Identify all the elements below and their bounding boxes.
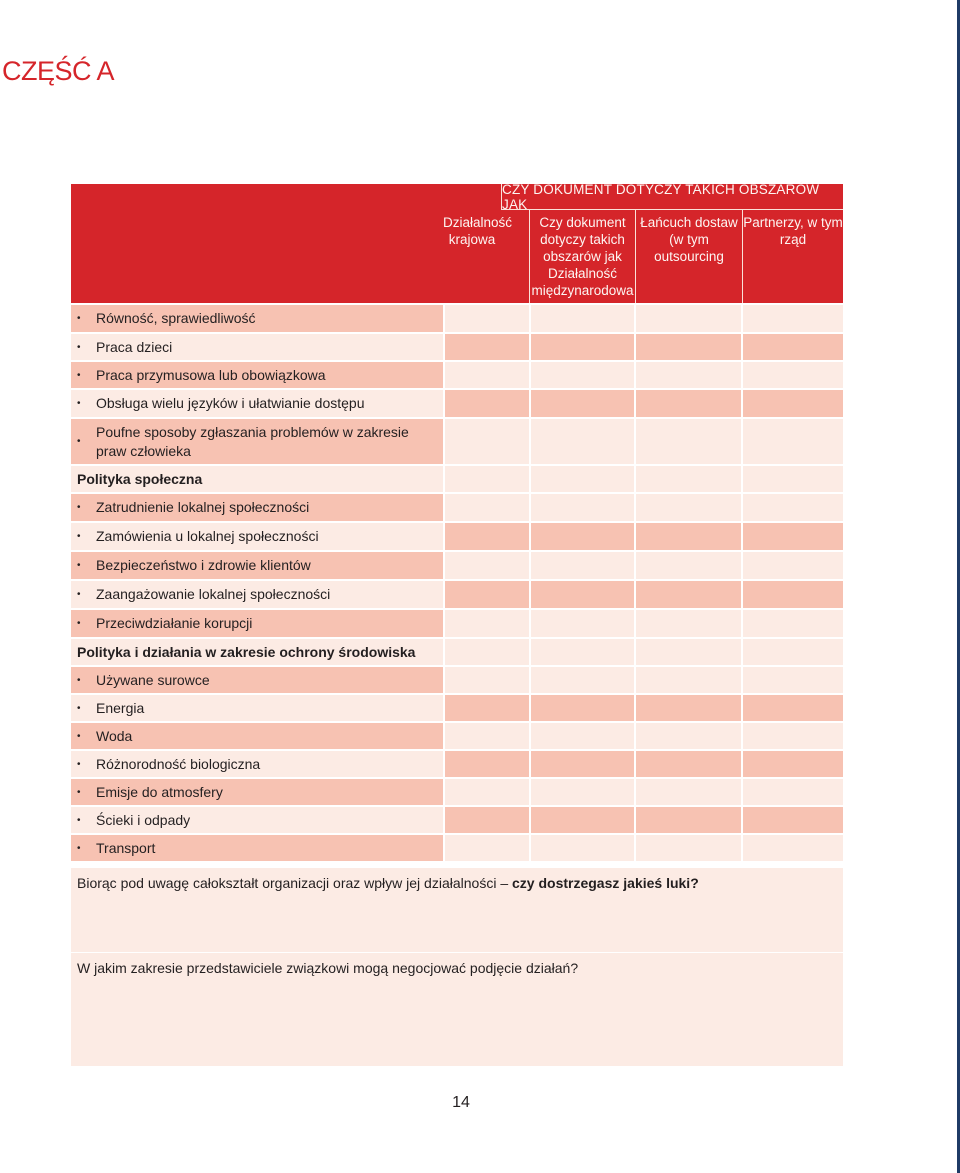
page-number: 14 bbox=[452, 1094, 470, 1111]
answer-cell-4[interactable] bbox=[741, 494, 843, 521]
answer-cell-1[interactable] bbox=[443, 835, 529, 861]
answer-cell-3[interactable] bbox=[634, 494, 741, 521]
row-label-text: Transport bbox=[96, 839, 156, 856]
answer-cell-1[interactable] bbox=[443, 390, 529, 417]
table-header bbox=[71, 181, 843, 303]
answer-cell-4[interactable] bbox=[741, 751, 843, 777]
row-label-text: Emisje do atmosfery bbox=[96, 783, 223, 800]
answer-cell-1[interactable] bbox=[443, 466, 529, 492]
table-row bbox=[71, 665, 843, 693]
answer-cell-4[interactable] bbox=[741, 695, 843, 721]
question-gaps-text: Biorąc pod uwagę całokształt organizacji oraz wpływ jej działalności – bbox=[77, 875, 512, 891]
bullet-icon: • bbox=[77, 589, 81, 600]
answer-cell-2[interactable] bbox=[529, 835, 634, 861]
row-label bbox=[71, 552, 443, 579]
row-label-text: Zaangażowanie lokalnej społeczności bbox=[96, 586, 331, 602]
answer-cell-3[interactable] bbox=[634, 581, 741, 608]
answer-cell-3[interactable] bbox=[634, 779, 741, 805]
row-label bbox=[71, 305, 443, 332]
answer-cell-3[interactable] bbox=[634, 334, 741, 360]
answer-cell-1[interactable] bbox=[443, 581, 529, 608]
answer-cell-3[interactable] bbox=[634, 723, 741, 749]
table-row bbox=[71, 833, 843, 861]
bullet-icon: • bbox=[77, 786, 81, 798]
header-col-domestic: Działalność krajowa bbox=[443, 215, 513, 247]
answer-cell-1[interactable] bbox=[443, 610, 529, 637]
answer-cell-2[interactable] bbox=[529, 807, 634, 833]
row-label-text: Energia bbox=[96, 699, 145, 716]
row-label bbox=[71, 807, 443, 833]
answer-cell-3[interactable] bbox=[634, 807, 741, 833]
answer-cell-2[interactable] bbox=[529, 667, 634, 693]
question-gaps-box bbox=[71, 868, 843, 952]
answer-cell-4[interactable] bbox=[741, 835, 843, 861]
row-label-text: Polityka społeczna bbox=[77, 470, 203, 487]
answer-cell-1[interactable] bbox=[443, 695, 529, 721]
table-row bbox=[71, 805, 843, 833]
table-row bbox=[71, 360, 843, 388]
answer-cell-1[interactable] bbox=[443, 523, 529, 550]
table-body bbox=[71, 303, 843, 861]
row-label bbox=[71, 334, 443, 360]
answer-cell-3[interactable] bbox=[634, 835, 741, 861]
answer-cell-4[interactable] bbox=[741, 779, 843, 805]
row-label-text: Polityka i działania w zakresie ochrony środowiska bbox=[77, 643, 416, 660]
table-row bbox=[71, 521, 843, 550]
answer-cell-4[interactable] bbox=[741, 390, 843, 417]
answer-cell-1[interactable] bbox=[443, 552, 529, 579]
header-col-supply-chain: Łańcuch dostaw (w tym outsourcing bbox=[635, 210, 742, 303]
answer-cell-3[interactable] bbox=[634, 667, 741, 693]
row-label bbox=[71, 723, 443, 749]
answer-cell-1[interactable] bbox=[443, 419, 529, 464]
answer-cell-4[interactable] bbox=[741, 466, 843, 492]
header-col-partners: Partnerzy, w tym rząd bbox=[742, 210, 843, 303]
answer-cell-3[interactable] bbox=[634, 639, 741, 665]
question-negotiation-box bbox=[71, 953, 843, 1066]
answer-cell-1[interactable] bbox=[443, 639, 529, 665]
answer-cell-3[interactable] bbox=[634, 523, 741, 550]
answer-cell-2[interactable] bbox=[529, 494, 634, 521]
answer-cell-4[interactable] bbox=[741, 610, 843, 637]
answer-cell-1[interactable] bbox=[443, 362, 529, 388]
section-heading bbox=[71, 639, 443, 665]
row-label bbox=[71, 779, 443, 805]
answer-cell-1[interactable] bbox=[443, 751, 529, 777]
answer-cell-4[interactable] bbox=[741, 552, 843, 579]
section-row bbox=[71, 637, 843, 665]
row-label-text: Poufne sposoby zgłaszania problemów w zakresie praw człowieka bbox=[96, 423, 409, 459]
answer-cell-2[interactable] bbox=[529, 523, 634, 550]
answer-cell-2[interactable] bbox=[529, 610, 634, 637]
bullet-icon: • bbox=[77, 702, 81, 714]
row-label bbox=[71, 419, 443, 464]
answer-cell-1[interactable] bbox=[443, 305, 529, 332]
answer-cell-1[interactable] bbox=[443, 779, 529, 805]
row-label bbox=[71, 835, 443, 861]
row-label-text: Obsługa wielu języków i ułatwianie dostępu bbox=[96, 395, 365, 411]
row-label-text: Zamówienia u lokalnej społeczności bbox=[96, 528, 319, 544]
bullet-icon: • bbox=[77, 313, 81, 324]
answer-cell-4[interactable] bbox=[741, 807, 843, 833]
bullet-icon: • bbox=[77, 674, 81, 686]
bullet-icon: • bbox=[77, 436, 81, 447]
answer-cell-3[interactable] bbox=[634, 751, 741, 777]
answer-cell-2[interactable] bbox=[529, 779, 634, 805]
answer-cell-4[interactable] bbox=[741, 334, 843, 360]
table-row bbox=[71, 303, 843, 332]
answer-cell-4[interactable] bbox=[741, 362, 843, 388]
row-label-text: Zatrudnienie lokalnej społeczności bbox=[96, 499, 310, 515]
answer-cell-2[interactable] bbox=[529, 419, 634, 464]
table-row bbox=[71, 550, 843, 579]
answer-cell-2[interactable] bbox=[529, 723, 634, 749]
answer-cell-4[interactable] bbox=[741, 581, 843, 608]
table-row bbox=[71, 721, 843, 749]
answer-cell-2[interactable] bbox=[529, 334, 634, 360]
question-negotiation-text: W jakim zakresie przedstawiciele związkowi mogą negocjować podjęcie działań? bbox=[77, 960, 579, 976]
answer-cell-4[interactable] bbox=[741, 639, 843, 665]
answer-cell-2[interactable] bbox=[529, 466, 634, 492]
bullet-icon: • bbox=[77, 618, 81, 629]
row-label-text: Używane surowce bbox=[96, 671, 210, 688]
bullet-icon: • bbox=[77, 398, 81, 409]
answer-cell-3[interactable] bbox=[634, 362, 741, 388]
row-label bbox=[71, 362, 443, 388]
answer-cell-3[interactable] bbox=[634, 695, 741, 721]
bullet-icon: • bbox=[77, 730, 81, 742]
bullet-icon: • bbox=[77, 341, 81, 353]
answer-cell-4[interactable] bbox=[741, 419, 843, 464]
answer-cell-2[interactable] bbox=[529, 581, 634, 608]
answer-cell-3[interactable] bbox=[634, 419, 741, 464]
row-label bbox=[71, 390, 443, 417]
answer-cell-2[interactable] bbox=[529, 305, 634, 332]
table-row bbox=[71, 777, 843, 805]
answer-cell-2[interactable] bbox=[529, 639, 634, 665]
row-label-text: Praca dzieci bbox=[96, 338, 173, 355]
bullet-icon: • bbox=[77, 531, 81, 542]
table-row bbox=[71, 332, 843, 360]
answer-cell-2[interactable] bbox=[529, 695, 634, 721]
answer-cell-1[interactable] bbox=[443, 494, 529, 521]
answer-cell-3[interactable] bbox=[634, 466, 741, 492]
answer-cell-1[interactable] bbox=[443, 667, 529, 693]
table-row bbox=[71, 608, 843, 637]
table-row bbox=[71, 417, 843, 464]
bullet-icon: • bbox=[77, 842, 81, 854]
answer-cell-3[interactable] bbox=[634, 305, 741, 332]
answer-cell-2[interactable] bbox=[529, 390, 634, 417]
section-heading bbox=[71, 466, 443, 492]
answer-cell-2[interactable] bbox=[529, 552, 634, 579]
header-span-label: CZY DOKUMENT DOTYCZY TAKICH OBSZARÓW JAK bbox=[501, 184, 843, 210]
table-row bbox=[71, 693, 843, 721]
row-label bbox=[71, 695, 443, 721]
row-label-text: Różnorodność biologiczna bbox=[96, 755, 261, 772]
row-label-text: Równość, sprawiedliwość bbox=[96, 310, 256, 326]
answer-cell-3[interactable] bbox=[634, 552, 741, 579]
row-label bbox=[71, 581, 443, 608]
bullet-icon: • bbox=[77, 560, 81, 571]
bullet-icon: • bbox=[77, 502, 81, 513]
row-label-text: Praca przymusowa lub obowiązkowa bbox=[96, 366, 326, 383]
answer-cell-1[interactable] bbox=[443, 807, 529, 833]
question-gaps-emphasis: czy dostrzegasz jakieś luki? bbox=[512, 875, 699, 891]
row-label-text: Przeciwdziałanie korupcji bbox=[96, 615, 253, 631]
table-row bbox=[71, 749, 843, 777]
row-label bbox=[71, 667, 443, 693]
answer-cell-4[interactable] bbox=[741, 667, 843, 693]
row-label-text: Woda bbox=[96, 727, 133, 744]
bullet-icon: • bbox=[77, 758, 81, 770]
row-label bbox=[71, 523, 443, 550]
answer-cell-3[interactable] bbox=[634, 610, 741, 637]
table-row bbox=[71, 579, 843, 608]
row-label bbox=[71, 494, 443, 521]
answer-cell-4[interactable] bbox=[741, 305, 843, 332]
table-row bbox=[71, 388, 843, 417]
row-label bbox=[71, 751, 443, 777]
table-row bbox=[71, 492, 843, 521]
row-label-text: Ścieki i odpady bbox=[96, 811, 191, 828]
answer-cell-1[interactable] bbox=[443, 334, 529, 360]
header-col-international: Czy dokument dotyczy takich obszarów jak Działalność międzynarodowa bbox=[529, 210, 635, 303]
bullet-icon: • bbox=[77, 369, 81, 381]
section-row bbox=[71, 464, 843, 492]
part-title: CZĘŚĆ A bbox=[2, 56, 115, 86]
row-label bbox=[71, 610, 443, 637]
answer-cell-2[interactable] bbox=[529, 362, 634, 388]
bullet-icon: • bbox=[77, 814, 81, 826]
answer-cell-4[interactable] bbox=[741, 523, 843, 550]
answer-cell-1[interactable] bbox=[443, 723, 529, 749]
row-label-text: Bezpieczeństwo i zdrowie klientów bbox=[96, 557, 311, 573]
answer-cell-2[interactable] bbox=[529, 751, 634, 777]
answer-cell-3[interactable] bbox=[634, 390, 741, 417]
answer-cell-4[interactable] bbox=[741, 723, 843, 749]
